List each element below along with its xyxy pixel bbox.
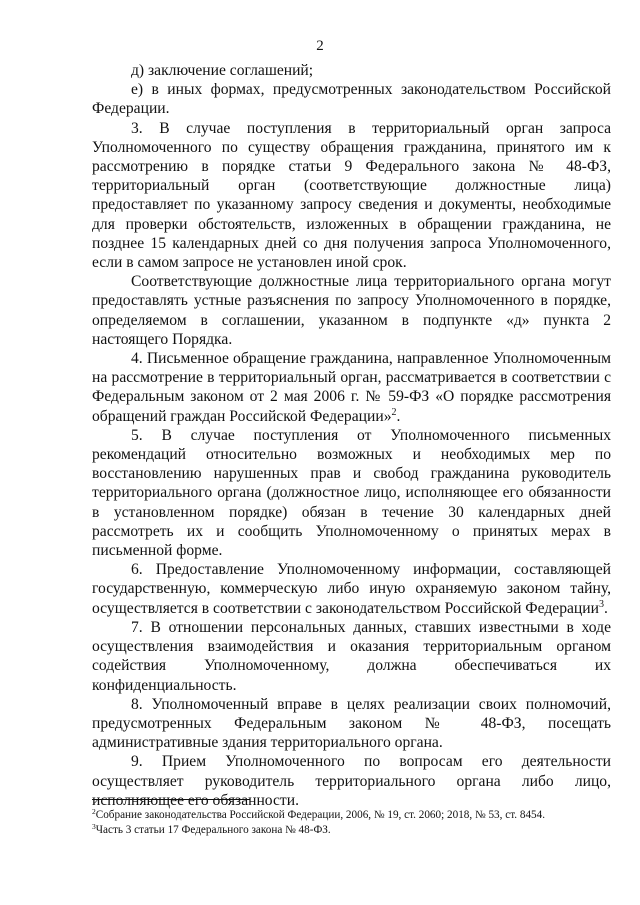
paragraph-5-recommendations: 5. В случае поступления от Уполномоченного письменных рекомендаций относительно возможных и необходимых мер по восстановлению нарушенных прав и свобод гражданина руководитель территориального органа (должностное лицо, исполняющее его обязанности в установленном порядке) обязан в течение 30 календарных дней рассмотреть их и сообщить Уполномоченному о принятых мерах в письменной форме. <box>92 426 611 560</box>
footnote-3-text: Часть 3 статьи 17 Федерального закона № 48-ФЗ. <box>95 824 331 836</box>
footnote-mark-2: 2 <box>92 807 96 816</box>
paragraph-e-other-forms: е) в иных формах, предусмотренных законодательством Российской Федерации. <box>92 81 611 118</box>
paragraph-4-written-appeal <box>92 349 611 426</box>
paragraph-3-request: 3. В случае поступления в территориальный орган запроса Уполномоченного по существу обращения гражданина, принятого им к рассмотрению в порядке статьи 9 Федерального закона № 48-ФЗ, территориальный орган (соответствующие должностные лица) предоставляет по указанному запросу сведения и документы, необходимые для проверки обстоятельств, изложенных в обращении гражданина, не позднее 15 календарных дней со дня получения запроса Уполномоченного, если в самом запросе не установлен иной срок. <box>92 119 611 272</box>
paragraph-6-secret-info <box>92 560 611 618</box>
footnote-mark-3: 3 <box>92 822 96 831</box>
paragraph-9-reception: 9. Прием Уполномоченного по вопросам его деятельности осуществляет руководитель территориального органа либо лицо, исполняющее его обязанности. <box>92 753 611 809</box>
paragraph-d-agreements: д) заключение соглашений; <box>131 62 314 79</box>
paragraph-8-visits: 8. Уполномоченный вправе в целях реализации своих полномочий, предусмотренных Федеральным законом № 48-ФЗ, посещать административные здания территориального органа. <box>92 695 611 752</box>
paragraph-6-tail: . <box>603 599 608 617</box>
document-body <box>92 61 611 810</box>
paragraph-6-text: 6. Предоставление Уполномоченному информации, составляющей государственную, коммерческую либо иную охраняемую законом тайну, осуществляется в соответствии с законодательством Российской Федерации <box>92 561 611 617</box>
footnote-2 <box>92 808 611 823</box>
paragraph-4-tail: . <box>396 407 401 425</box>
footnote-ref-3: 3 <box>598 598 604 610</box>
page-number: 2 <box>316 38 324 54</box>
footnotes <box>92 808 611 838</box>
footnote-separator <box>92 799 250 800</box>
paragraph-7-personal-data: 7. В отношении персональных данных, ставших известными в ходе осуществления взаимодействия и оказания территориальным органом содействия Уполномоченному, должна обеспечиваться их конфиденциальность. <box>92 618 611 694</box>
footnote-3 <box>92 823 611 838</box>
paragraph-oral-explanations: Соответствующие должностные лица территориального органа могут предоставлять устные разъяснения по запросу Уполномоченного в порядке, определяемом в соглашении, указанном в подпункте «д» пункта 2 настоящего Порядка. <box>92 273 611 348</box>
paragraph-4-text: 4. Письменное обращение гражданина, направленное Уполномоченным на рассмотрение в территориальный орган, рассматривается в соответствии с Федеральным законом от 2 мая 2006 г. № 59-ФЗ «О порядке рассмотрения обращений граждан Российской Федерации» <box>92 350 611 425</box>
footnote-ref-2: 2 <box>391 406 397 418</box>
footnote-2-text: Собрание законодательства Российской Федерации, 2006, № 19, ст. 2060; 2018, № 53, ст. 8454. <box>95 809 546 821</box>
